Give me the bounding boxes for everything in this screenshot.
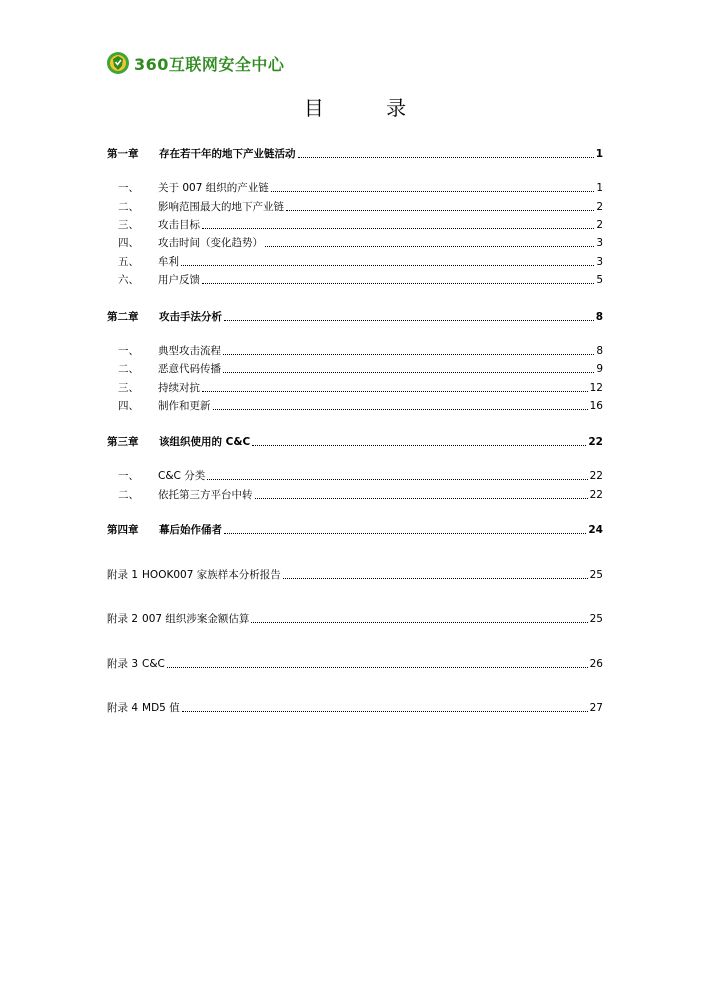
toc-entry-title: MD5 值 (142, 702, 180, 714)
toc-entry-page: 9 (596, 363, 603, 375)
toc-entry-number: 一、 (118, 182, 139, 194)
toc-entry-appendix[interactable] (107, 655, 603, 671)
dot-leader (286, 209, 594, 211)
dot-leader (271, 190, 595, 192)
dot-leader (202, 390, 588, 392)
toc-entry-title: 影响范围最大的地下产业链 (158, 201, 284, 213)
toc-entry-title: 攻击目标 (158, 219, 200, 231)
toc-entry-page: 25 (589, 613, 603, 625)
toc-entry-section[interactable] (107, 379, 603, 395)
toc-entry-title: 007 组织涉案金额估算 (142, 613, 250, 625)
toc-entry-number: 二、 (118, 363, 139, 375)
toc-entry-title: 恶意代码传播 (158, 363, 221, 375)
toc-entry-page: 22 (588, 436, 603, 448)
dot-leader (167, 666, 588, 668)
toc-entry-number: 二、 (118, 201, 139, 213)
toc-entry-appendix[interactable] (107, 566, 603, 582)
dot-leader (182, 710, 588, 712)
toc-entry-title: 制作和更新 (158, 400, 211, 412)
dot-leader (298, 156, 594, 158)
toc-entry-page: 8 (596, 345, 603, 357)
toc-entry-number: 四、 (118, 400, 139, 412)
dot-leader (224, 319, 594, 321)
dot-leader (213, 408, 588, 410)
brand-name: 360互联网安全中心 (134, 54, 285, 74)
toc-entry-section[interactable] (107, 253, 603, 269)
toc-entry-section[interactable] (107, 342, 603, 358)
toc-entry-title: 该组织使用的 C&C (159, 436, 251, 448)
toc-entry-title: C&C 分类 (158, 470, 206, 482)
toc-entry-title: HOOK007 家族样本分析报告 (142, 569, 281, 581)
toc-entry-section[interactable] (107, 467, 603, 483)
toc-entry-title: 典型攻击流程 (158, 345, 221, 357)
dot-leader (224, 532, 586, 534)
toc-entry-page: 24 (588, 524, 603, 536)
dot-leader (265, 245, 594, 247)
toc-entry-section[interactable] (107, 234, 603, 250)
toc-entry-number: 六、 (118, 274, 139, 286)
toc-entry-section[interactable] (107, 360, 603, 376)
toc-entry-number: 四、 (118, 237, 139, 249)
toc-entry-page: 2 (596, 219, 603, 231)
toc-entry-number: 一、 (118, 470, 139, 482)
toc-entry-number: 一、 (118, 345, 139, 357)
toc-entry-number: 三、 (118, 219, 139, 231)
toc-entry-number: 三、 (118, 382, 139, 394)
360-shield-icon (106, 51, 130, 75)
toc-entry-number: 第二章 (107, 311, 139, 323)
toc-entry-number: 第四章 (107, 524, 139, 536)
toc-entry-page: 1 (596, 182, 603, 194)
toc-entry-title: 依托第三方平台中转 (158, 489, 253, 501)
toc-entry-chapter[interactable] (107, 433, 603, 449)
toc-entry-title: C&C (142, 658, 165, 670)
dot-leader (202, 227, 594, 229)
toc-entry-page: 12 (589, 382, 603, 394)
dot-leader (181, 264, 594, 266)
toc-entry-section[interactable] (107, 271, 603, 287)
toc-entry-page: 3 (596, 237, 603, 249)
toc-entry-title: 攻击手法分析 (159, 311, 222, 323)
toc-entry-chapter[interactable] (107, 521, 603, 537)
toc-entry-title: 存在若干年的地下产业链活动 (159, 148, 296, 160)
toc-entry-page: 3 (596, 256, 603, 268)
toc-entry-number: 五、 (118, 256, 139, 268)
dot-leader (223, 353, 594, 355)
toc-entry-section[interactable] (107, 198, 603, 214)
toc-entry-number: 二、 (118, 489, 139, 501)
toc-entry-number: 附录 3 (107, 658, 139, 670)
toc-entry-number: 第一章 (107, 148, 139, 160)
toc-title: 目 录 (303, 96, 435, 120)
toc-entry-appendix[interactable] (107, 699, 603, 715)
toc-entry-title: 持续对抗 (158, 382, 200, 394)
toc-entry-page: 1 (595, 148, 603, 160)
toc-entry-chapter[interactable] (107, 145, 603, 161)
toc-entry-title: 牟利 (158, 256, 179, 268)
dot-leader (283, 577, 588, 579)
toc-entry-section[interactable] (107, 397, 603, 413)
toc-entry-title: 用户反馈 (158, 274, 200, 286)
toc-entry-page: 22 (589, 489, 603, 501)
toc-entry-page: 2 (596, 201, 603, 213)
toc-entry-appendix[interactable] (107, 610, 603, 626)
dot-leader (202, 282, 594, 284)
toc-entry-title: 幕后始作俑者 (159, 524, 222, 536)
toc-entry-page: 27 (589, 702, 603, 714)
toc-entry-section[interactable] (107, 486, 603, 502)
toc-entry-page: 16 (589, 400, 603, 412)
toc-entry-page: 25 (589, 569, 603, 581)
toc-entry-page: 26 (589, 658, 603, 670)
page-header (106, 50, 284, 76)
toc-entry-number: 第三章 (107, 436, 139, 448)
toc-entry-section[interactable] (107, 216, 603, 232)
dot-leader (251, 621, 587, 623)
toc-entry-number: 附录 2 (107, 613, 139, 625)
toc-entry-chapter[interactable] (107, 308, 603, 324)
toc-entry-page: 5 (596, 274, 603, 286)
dot-leader (255, 497, 588, 499)
dot-leader (207, 478, 587, 480)
toc-entry-number: 附录 1 (107, 569, 139, 581)
toc-entry-page: 22 (589, 470, 603, 482)
dot-leader (223, 371, 594, 373)
toc-entry-title: 攻击时间（变化趋势） (158, 237, 263, 249)
dot-leader (252, 444, 586, 446)
toc-entry-number: 附录 4 (107, 702, 139, 714)
toc-entry-section[interactable] (107, 179, 603, 195)
toc-entry-title: 关于 007 组织的产业链 (158, 182, 269, 194)
toc-entry-page: 8 (595, 311, 603, 323)
